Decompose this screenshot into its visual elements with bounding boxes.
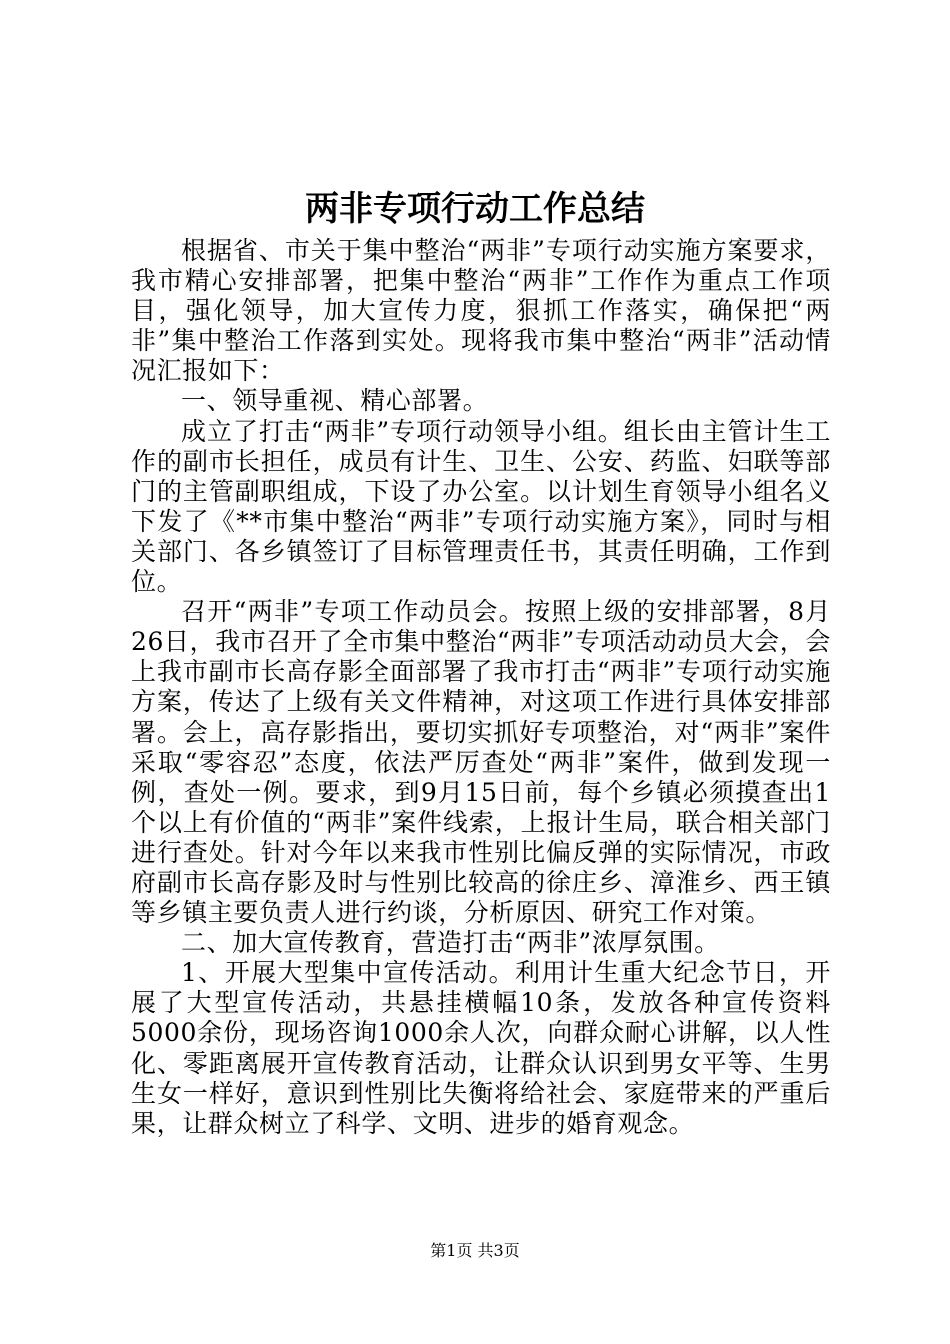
heading-section-1: 一、领导重视、精心部署。 bbox=[181, 386, 489, 416]
page-footer: 第1页 共3页 bbox=[430, 1241, 520, 1260]
paragraph-publicity-activity: 1、开展大型集中宣传活动。利用计生重大纪念节日，开展了大型宣传活动，共悬挂横幅10条，发放各种宣传资料5000余份，现场咨询1000余人次，向群众耐心讲解，以人性化、零距离展开宣传教育活动，让群众认识到男女平等、生男生女一样好，意识到性别比失衡将给社会、家庭带来的严重后果，让群众树立了科学、文明、进步的婚育观念。 bbox=[131, 958, 831, 1138]
paragraph-leadership-group: 成立了打击“两非”专项行动领导小组。组长由主管计生工作的副市长担任，成员有计生、卫生、公安、药监、妇联等部门的主管副职组成，下设了办公室。以计划生育领导小组名义下发了《**市集中整治“两非”专项行动实施方案》，同时与相关部门、各乡镇签订了目标管理责任书，其责任明确，工作到位。 bbox=[131, 416, 831, 597]
heading-section-2: 二、加大宣传教育，营造打击“两非”浓厚氛围。 bbox=[181, 928, 720, 958]
paragraph-intro: 根据省、市关于集中整治“两非”专项行动实施方案要求，我市精心安排部署，把集中整治“两非”工作作为重点工作项目，强化领导，加大宣传力度，狠抓工作落实，确保把“两非”集中整治工作落到实处。现将我市集中整治“两非”活动情况汇报如下： bbox=[131, 236, 831, 386]
document-title: 两非专项行动工作总结 bbox=[305, 189, 645, 229]
document-body bbox=[131, 236, 831, 1139]
paragraph-mobilization-meeting: 召开“两非”专项工作动员会。按照上级的安排部署，8月26日，我市召开了全市集中整治“两非”专项活动动员大会，会上我市副市长高存影全面部署了我市打击“两非”专项行动实施方案，传达了上级有关文件精神，对这项工作进行具体安排部署。会上，高存影指出，要切实抓好专项整治，对“两非”案件采取“零容忍”态度，依法严厉查处“两非”案件，做到发现一例，查处一例。要求，到9月15日前，每个乡镇必须摸查出1个以上有价值的“两非”案件线索，上报计生局，联合相关部门进行查处。针对今年以来我市性别比偏反弹的实际情况，市政府副市长高存影及时与性别比较高的徐庄乡、漳淮乡、西王镇等乡镇主要负责人进行约谈，分析原因、研究工作对策。 bbox=[131, 597, 831, 928]
